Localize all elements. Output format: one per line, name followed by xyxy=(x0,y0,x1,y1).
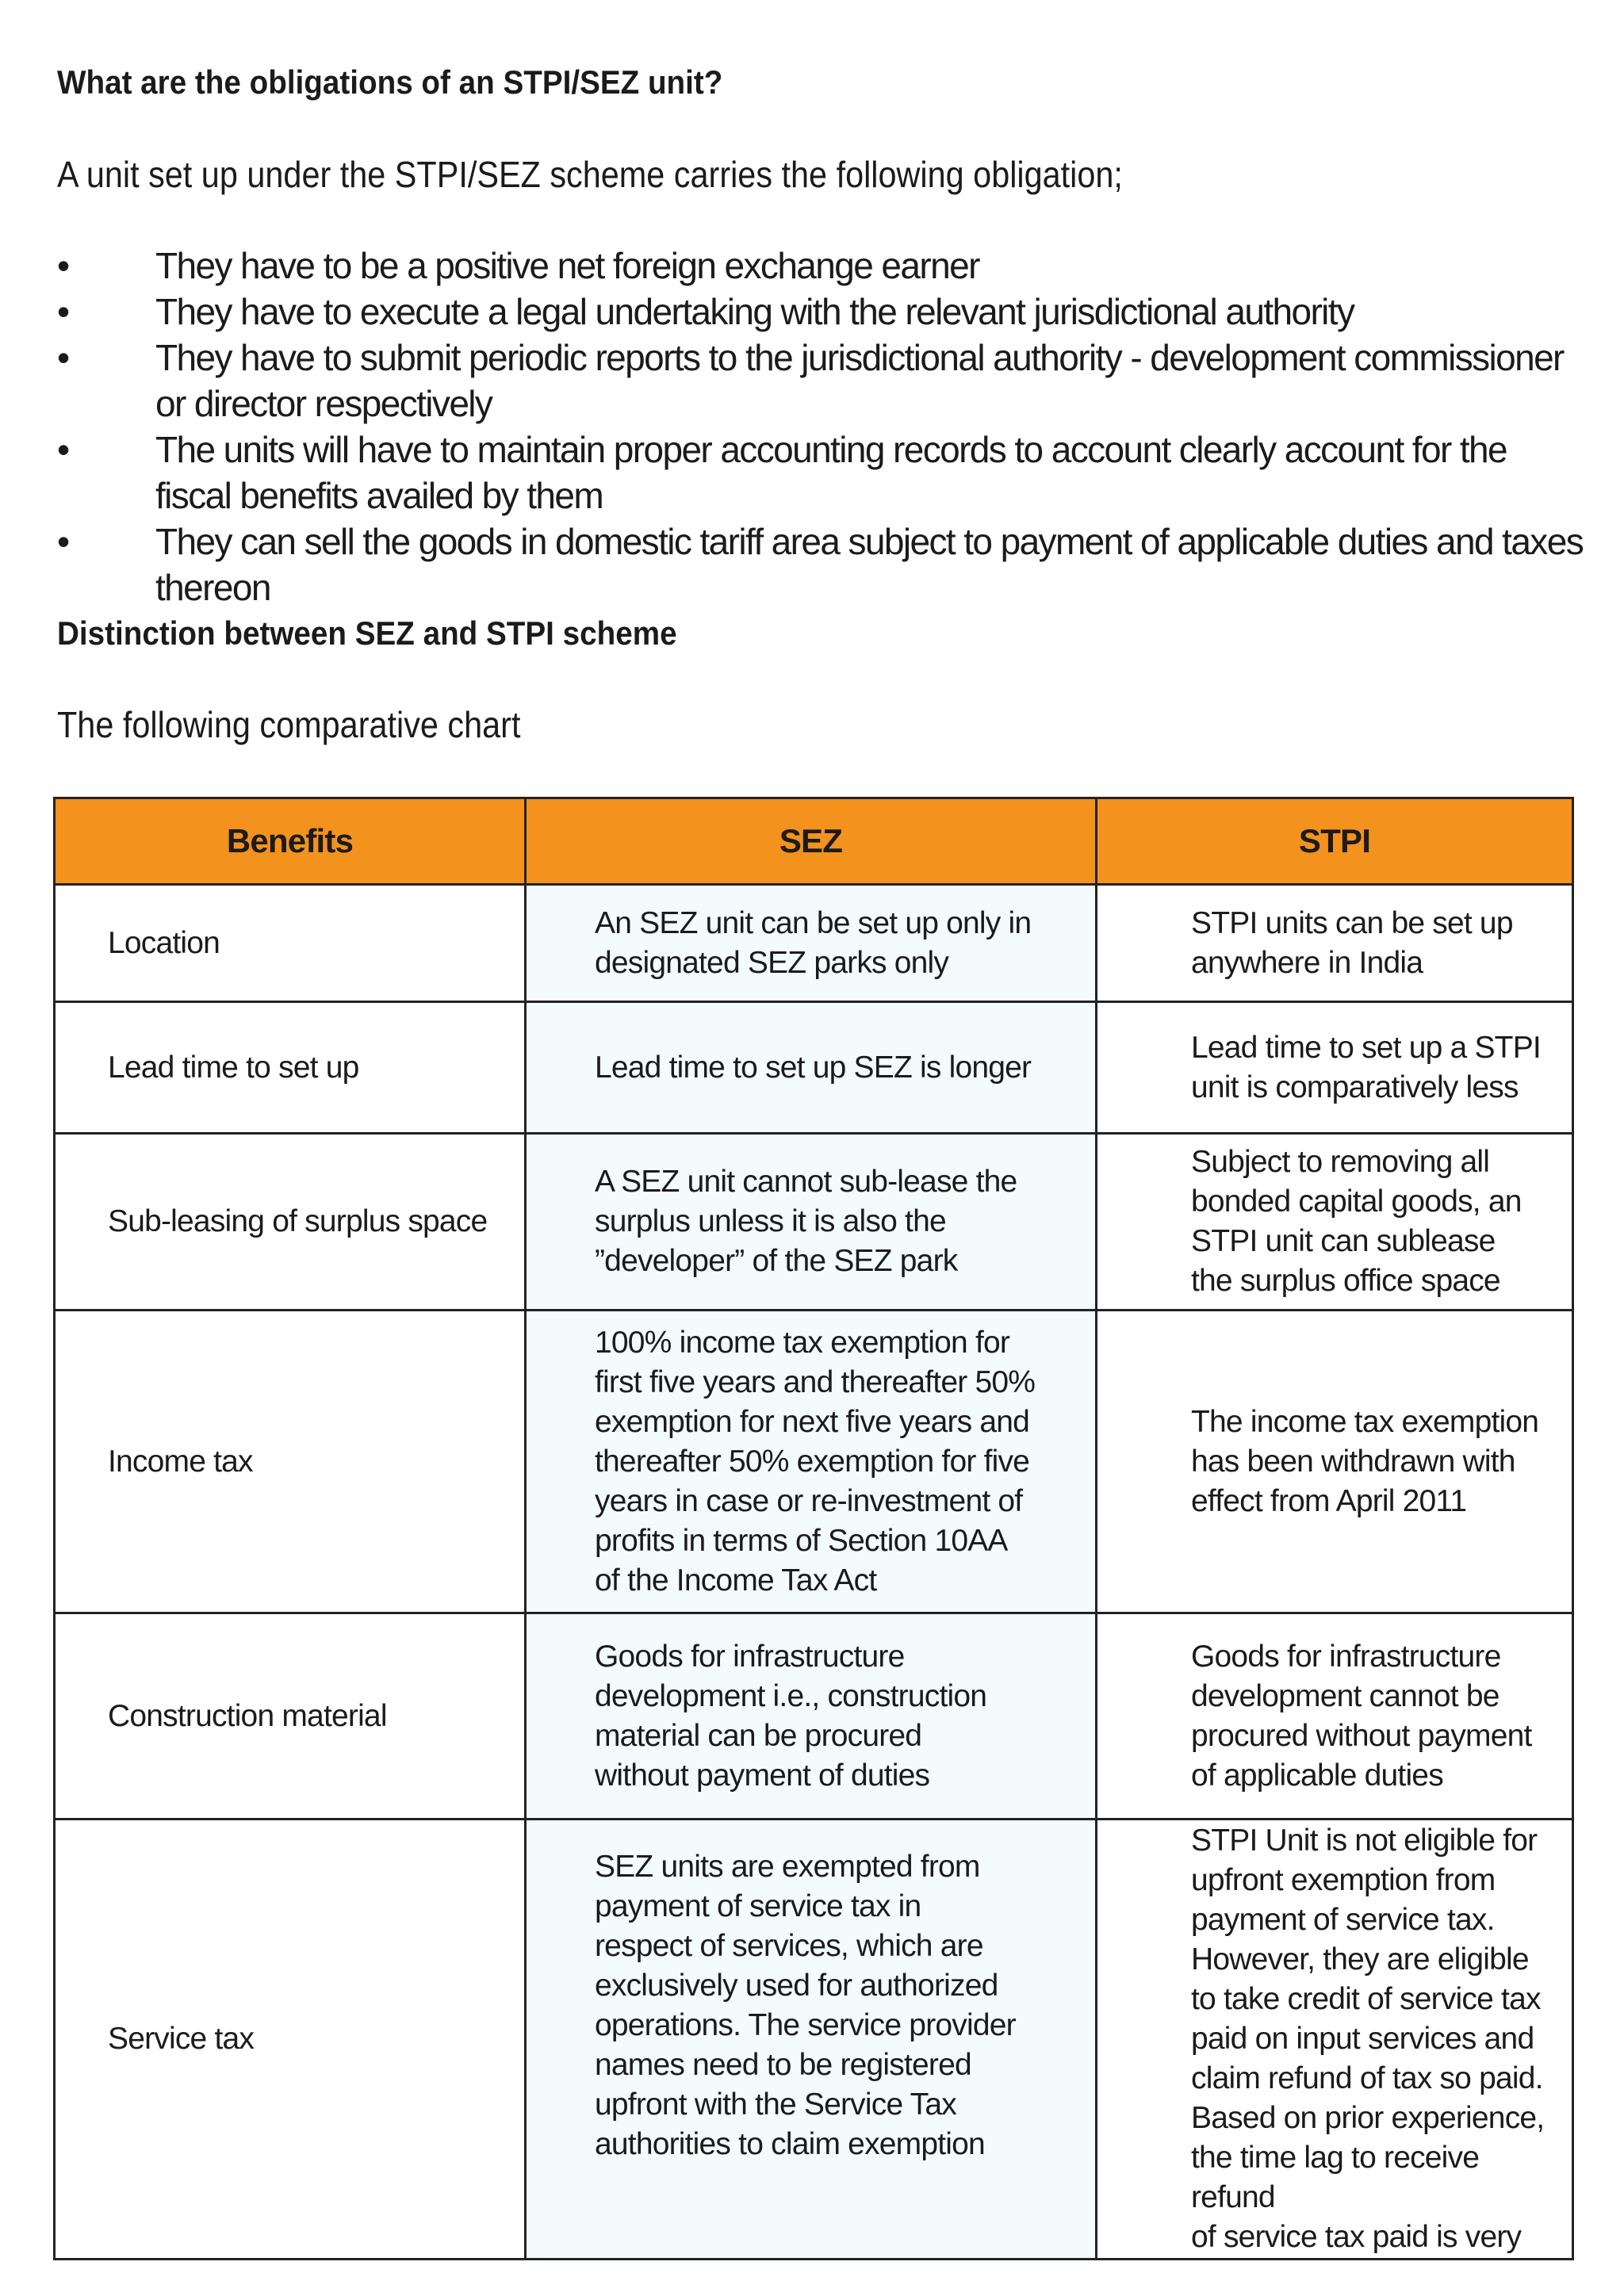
obligation-text: They have to submit periodic reports to the jurisdictional authority - development commissioner or director respectively xyxy=(155,337,1564,424)
benefit-cell xyxy=(55,1002,526,1134)
benefit-cell xyxy=(55,885,526,1002)
table-header-row xyxy=(55,798,1573,885)
obligation-text: The units will have to maintain proper accounting records to account clearly account for the fiscal benefits availed by them xyxy=(155,429,1507,516)
table-row xyxy=(55,1002,1573,1134)
sez-text: SEZ units are exempted from payment of service tax in respect of services, which are exclusively used for authorized operations. The service provider names need to be registered upfront with the Service Tax authorities to claim exemption xyxy=(595,1850,1016,2161)
header-sez: SEZ xyxy=(526,798,1097,885)
benefit-cell xyxy=(55,1134,526,1311)
table-row xyxy=(55,1311,1573,1613)
list-item xyxy=(57,519,1588,610)
bullet-icon: • xyxy=(57,521,69,562)
table-row xyxy=(55,1613,1573,1820)
obligations-heading: What are the obligations of an STPI/SEZ unit? xyxy=(57,63,723,101)
sez-text: A SEZ unit cannot sub-lease the surplus unless it is also the ”developer” of the SEZ park xyxy=(595,1165,1017,1278)
sez-cell xyxy=(526,1311,1097,1613)
bullet-icon: • xyxy=(57,429,69,470)
header-stpi: STPI xyxy=(1097,798,1573,885)
obligations-list xyxy=(57,243,1588,610)
stpi-cell xyxy=(1097,1820,1573,2260)
distinction-heading: Distinction between SEZ and STPI scheme xyxy=(57,614,677,652)
benefit-text: Construction material xyxy=(108,1698,387,1733)
stpi-cell xyxy=(1097,1134,1573,1311)
obligation-text: They have to be a positive net foreign exchange earner xyxy=(155,245,979,286)
comparison-table xyxy=(53,797,1574,2260)
list-item xyxy=(57,335,1588,427)
obligation-text: They can sell the goods in domestic tariff area subject to payment of applicable duties and taxes thereon xyxy=(155,521,1584,608)
benefit-text: Service tax xyxy=(108,2022,255,2056)
list-item xyxy=(57,289,1588,335)
list-item xyxy=(57,243,1588,289)
sez-cell xyxy=(526,1002,1097,1134)
bullet-icon: • xyxy=(57,245,69,286)
header-benefits: Benefits xyxy=(55,798,526,885)
sez-text: Lead time to set up SEZ is longer xyxy=(595,1050,1032,1085)
stpi-text: STPI Unit is not eligible for upfront exemption from payment of service tax. However, they are eligible to take credit of service tax paid on input services and claim refund of tax so paid. Based on prior experience, the time lag to receive refund of service tax paid is very xyxy=(1191,1823,1545,2254)
stpi-text: Goods for infrastructure development cannot be procured without payment of applicable duties xyxy=(1191,1639,1532,1793)
stpi-text: STPI units can be set up anywhere in India xyxy=(1191,905,1513,980)
stpi-text: Lead time to set up a STPI unit is comparatively less xyxy=(1191,1030,1541,1104)
table-row xyxy=(55,885,1573,1002)
list-item xyxy=(57,427,1588,519)
stpi-cell xyxy=(1097,1311,1573,1613)
sez-cell xyxy=(526,1134,1097,1311)
sez-text: An SEZ unit can be set up only in designated SEZ parks only xyxy=(595,905,1032,980)
benefit-cell xyxy=(55,1311,526,1613)
benefit-text: Sub-leasing of surplus space xyxy=(108,1204,488,1238)
sez-text: 100% income tax exemption for first five years and thereafter 50% exemption for next five years and thereafter 50% exemption for five years in case or re-investment of profits in terms of Section 10AA of the Income Tax Act xyxy=(595,1325,1036,1598)
stpi-cell xyxy=(1097,885,1573,1002)
chart-intro-paragraph: The following comparative chart xyxy=(57,704,521,745)
sez-cell xyxy=(526,1613,1097,1820)
table-row xyxy=(55,1134,1573,1311)
benefit-cell xyxy=(55,1613,526,1820)
sez-cell xyxy=(526,885,1097,1002)
obligation-text: They have to execute a legal undertaking with the relevant jurisdictional authority xyxy=(155,291,1354,332)
stpi-cell xyxy=(1097,1613,1573,1820)
table-row xyxy=(55,1820,1573,2260)
bullet-icon: • xyxy=(57,291,69,332)
benefit-text: Location xyxy=(108,925,220,960)
stpi-cell xyxy=(1097,1002,1573,1134)
benefit-cell xyxy=(55,1820,526,2260)
benefit-text: Income tax xyxy=(108,1444,253,1479)
sez-text: Goods for infrastructure development i.e., construction material can be procured without payment of duties xyxy=(595,1639,987,1793)
bullet-icon: • xyxy=(57,337,69,378)
stpi-text: Subject to removing all bonded capital goods, an STPI unit can sublease the surplus office space xyxy=(1191,1145,1522,1298)
sez-cell xyxy=(526,1820,1097,2260)
benefit-text: Lead time to set up xyxy=(108,1050,359,1085)
intro-paragraph: A unit set up under the STPI/SEZ scheme carries the following obligation; xyxy=(57,154,1123,195)
stpi-text: The income tax exemption has been withdrawn with effect from April 2011 xyxy=(1191,1404,1539,1518)
